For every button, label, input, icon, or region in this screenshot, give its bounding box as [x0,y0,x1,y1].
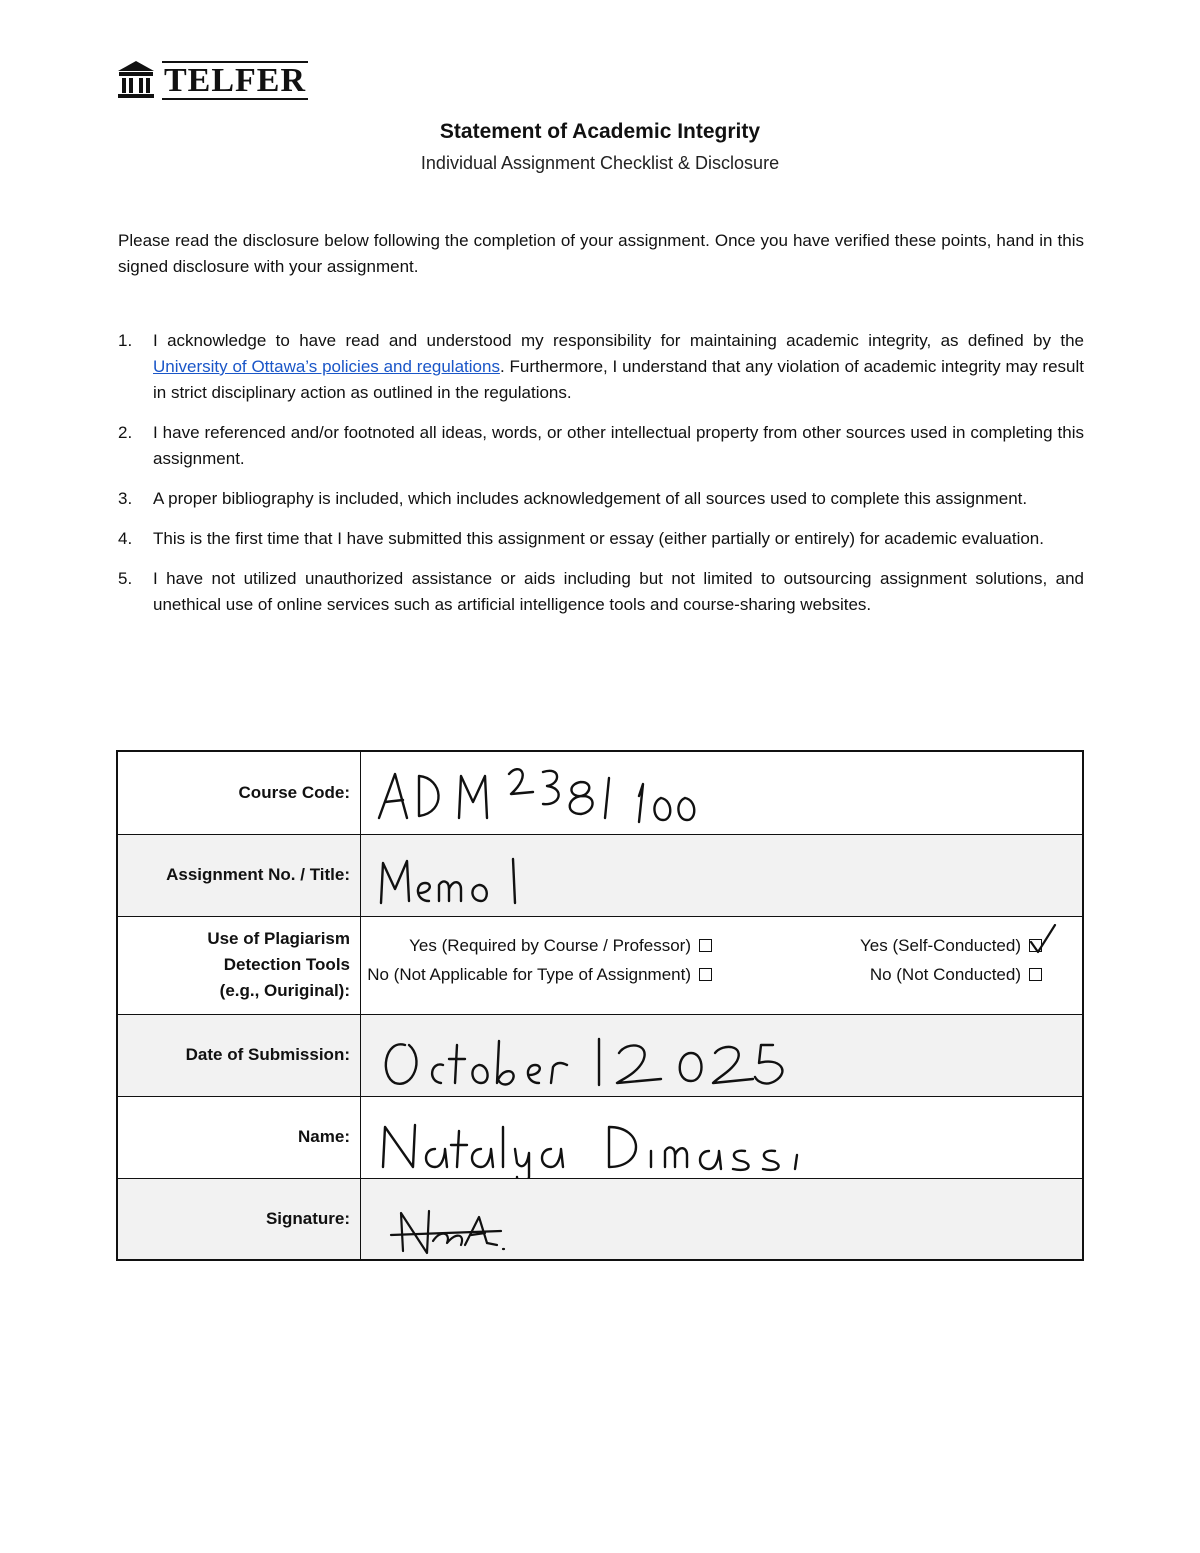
option-required[interactable] [361,936,712,956]
signature-field[interactable] [361,1178,1084,1260]
option-not-conducted-label: No (Not Conducted) [869,964,1021,984]
name-label: Name: [117,1096,361,1178]
checklist-item-5 [118,566,1084,618]
item-text: This is the first time that I have submitted this assignment or essay (either partially or entirely) for academic evaluation. [153,529,1044,548]
course-code-handwriting [361,752,1093,834]
item-number: 1. [118,331,133,350]
item-text [153,328,1084,406]
date-handwriting [361,1015,1093,1097]
assignment-field[interactable] [361,834,1084,916]
option-self-conducted-label: Yes (Self-Conducted) [860,935,1021,955]
checklist-item-4 [118,526,1084,552]
document-title: Statement of Academic Integrity [439,120,761,143]
plagiarism-options [361,916,1084,1014]
option-not-applicable[interactable] [361,965,712,985]
course-code-field[interactable] [361,751,1084,834]
item-text: A proper bibliography is included, which includes acknowledgement of all sources used to complete this assignment. [153,489,1028,508]
assignment-label: Assignment No. / Title: [117,834,361,916]
option-required-label: Yes (Required by Course / Professor) [409,935,691,955]
checklist-item-3 [118,486,1084,512]
signature-label: Signature: [117,1178,361,1260]
plagiarism-label [117,916,361,1014]
plagiarism-label-line-1: Use of Plagiarism [207,929,350,948]
item-number: 3. [118,489,133,508]
checkmark-icon [1029,924,1057,954]
course-code-label: Course Code: [117,751,361,834]
policies-link[interactable]: University of Ottawa’s policies and regulations [153,357,500,376]
name-handwriting [361,1097,1093,1179]
item-text-end: . Furthermore, I understand that any violation of academic integrity may result in strict disciplinary action as outlined in the regulations. [153,357,1085,402]
plagiarism-label-line-2: Detection Tools [223,955,350,974]
disclosure-form [116,750,1084,1261]
option-not-conducted[interactable] [712,965,1042,985]
checklist-item-2 [118,420,1084,472]
assignment-handwriting [361,835,1093,917]
option-not-applicable-label: No (Not Applicable for Type of Assignment) [367,964,691,984]
telfer-logo [116,58,308,102]
checklist-item-1 [118,328,1084,406]
building-icon [116,59,156,101]
name-field[interactable] [361,1096,1084,1178]
item-number: 2. [118,423,133,442]
item-number: 5. [118,569,133,588]
date-label: Date of Submission: [117,1014,361,1096]
signature-image [361,1179,1093,1261]
item-text: I have referenced and/or footnoted all ideas, words, or other intellectual property from other sources used in completing this assignment. [153,423,1084,468]
item-text-start: I acknowledge to have read and understood my responsibility for maintaining academic integrity, as defined by the [153,331,1084,350]
document-subtitle: Individual Assignment Checklist & Disclosure [420,153,780,173]
intro-paragraph: Please read the disclosure below following the completion of your assignment. Once you have verified these points, hand in this signed disclosure with your assignment. [118,231,1084,276]
checklist [118,328,1084,632]
option-required-checkbox[interactable] [699,939,712,952]
option-not-applicable-checkbox[interactable] [699,968,712,981]
item-number: 4. [118,529,133,548]
date-field[interactable] [361,1014,1084,1096]
option-self-conducted[interactable] [712,936,1042,956]
item-text: I have not utilized unauthorized assistance or aids including but not limited to outsourcing assignment solutions, and unethical use of online services such as artificial intelligence tools and course-sharing websites. [153,569,1084,614]
option-self-conducted-checkbox[interactable] [1029,939,1042,952]
plagiarism-label-line-3: (e.g., Ouriginal): [219,981,350,1000]
logo-text: TELFER [164,61,307,99]
option-not-conducted-checkbox[interactable] [1029,968,1042,981]
